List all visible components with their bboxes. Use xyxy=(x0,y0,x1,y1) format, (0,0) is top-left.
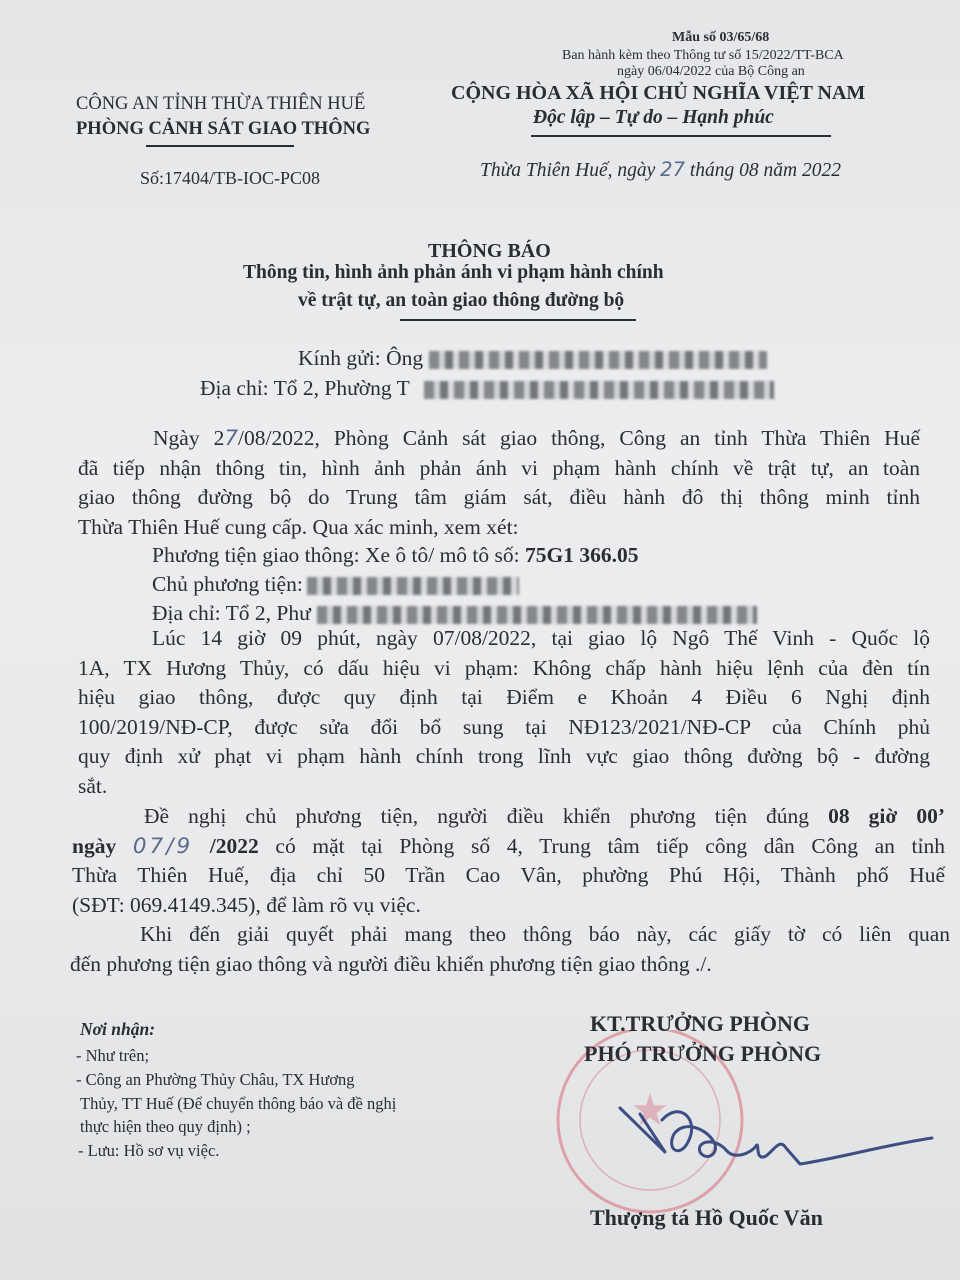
document-subtitle-line1: Thông tin, hình ảnh phản ánh vi phạm hành chính xyxy=(243,262,664,283)
signer-position: PHÓ TRƯỞNG PHÒNG xyxy=(584,1041,822,1066)
recipients-heading: Nơi nhận: xyxy=(80,1019,156,1039)
department-name: PHÒNG CẢNH SÁT GIAO THÔNG xyxy=(76,119,371,139)
title-underline xyxy=(400,319,636,321)
department-underline xyxy=(146,145,294,147)
document-number: Số:17404/TB-IOC-PC08 xyxy=(140,168,321,188)
agency-name: CÔNG AN TỈNH THỪA THIÊN HUẾ xyxy=(76,94,366,114)
form-number: Mẫu số 03/65/68 xyxy=(672,30,770,45)
document-subtitle-line2: về trật tự, an toàn giao thông đường bộ xyxy=(298,290,625,311)
recipient-item-2-cont2: thực hiện theo quy định) ; xyxy=(80,1117,251,1136)
document-title: THÔNG BÁO xyxy=(428,240,551,262)
paragraph-closing: Khi đến giải quyết phải mang theo thông báo này, các giấy tờ có liên quan đến phương tiện giao thông và người điều khiển phương tiện giao thông ./. xyxy=(70,922,950,976)
signer-name: Thượng tá Hồ Quốc Văn xyxy=(590,1205,823,1230)
owner-line: Chủ phương tiện: xyxy=(152,572,519,597)
recipient-item-2-cont: Thủy, TT Huế (Để chuyển thông báo và đề nghị xyxy=(80,1094,397,1113)
motto: Độc lập – Tự do – Hạnh phúc xyxy=(533,107,774,128)
paragraph-violation: Lúc 14 giờ 09 phút, ngày 07/08/2022, tại giao lộ Ngô Thế Vinh - Quốc lộ 1A, TX Hương Thủy, có dấu hiệu vi phạm: Không chấp hành hiệu lệnh của đèn tín hiệu giao thông, được quy định tại Điểm e Khoản 4 Điều 6 Nghị định 100/2019/NĐ-CP, được sửa đổi bổ sung tại NĐ123/2021/NĐ-CP của Chính phủ quy định xử phạt vi phạm hành chính trong lĩnh vực giao thông đường bộ - đường sắt. xyxy=(78,626,930,798)
form-issued-with: Ban hành kèm theo Thông tư số 15/2022/TT-BCA xyxy=(562,48,844,63)
vehicle-line: Phương tiện giao thông: Xe ô tô/ mô tô số: 75G1 366.05 xyxy=(152,543,639,567)
redacted-owner-address xyxy=(317,606,757,624)
signer-title: KT.TRƯỞNG PHÒNG xyxy=(590,1011,810,1036)
form-issued-date: ngày 06/04/2022 của Bộ Công an xyxy=(617,64,805,79)
redacted-owner-name xyxy=(307,577,519,595)
recipient-item-2: - Công an Phường Thủy Châu, TX Hương xyxy=(76,1070,355,1089)
owner-address-line: Địa chỉ: Tổ 2, Phư xyxy=(152,601,757,626)
recipient-item-3: - Lưu: Hồ sơ vụ việc. xyxy=(78,1141,220,1160)
place-date: Thừa Thiên Huế, ngày 27 tháng 08 năm 2022 xyxy=(480,158,841,181)
recipient-line: Kính gửi: Ông xyxy=(298,346,767,371)
motto-underline xyxy=(531,135,831,137)
paragraph-intro: Ngày 27/08/2022, Phòng Cảnh sát giao thông, Công an tỉnh Thừa Thiên Huế đã tiếp nhận thông tin, hình ảnh phản ánh vi phạm hành chính về trật tự, an toàn giao thông đường bộ do Trung tâm giám sát, điều hành đô thị thông minh tỉnh Thừa Thiên Huế cung cấp. Qua xác minh, xem xét: xyxy=(78,426,920,539)
redacted-recipient-address xyxy=(424,381,774,399)
country-name: CỘNG HÒA XÃ HỘI CHỦ NGHĨA VIỆT NAM xyxy=(451,82,866,104)
recipient-item-1: - Như trên; xyxy=(76,1046,150,1065)
redacted-recipient-name xyxy=(429,351,767,369)
svg-text:★: ★ xyxy=(630,1085,670,1136)
handwritten-signature xyxy=(610,1080,940,1190)
recipient-address-line: Địa chỉ: Tổ 2, Phường T xyxy=(200,376,774,401)
paragraph-request: Đề nghị chủ phương tiện, người điều khiển phương tiện đúng 08 giờ 00’ ngày 07/9 /2022 có mặt tại Phòng số 4, Trung tâm tiếp công dân Công an tỉnh Thừa Thiên Huế, địa chỉ 50 Trần Cao Vân, phường Phú Hội, Thành phố Huế (SĐT: 069.4149.345), để làm rõ vụ việc. xyxy=(72,804,945,917)
